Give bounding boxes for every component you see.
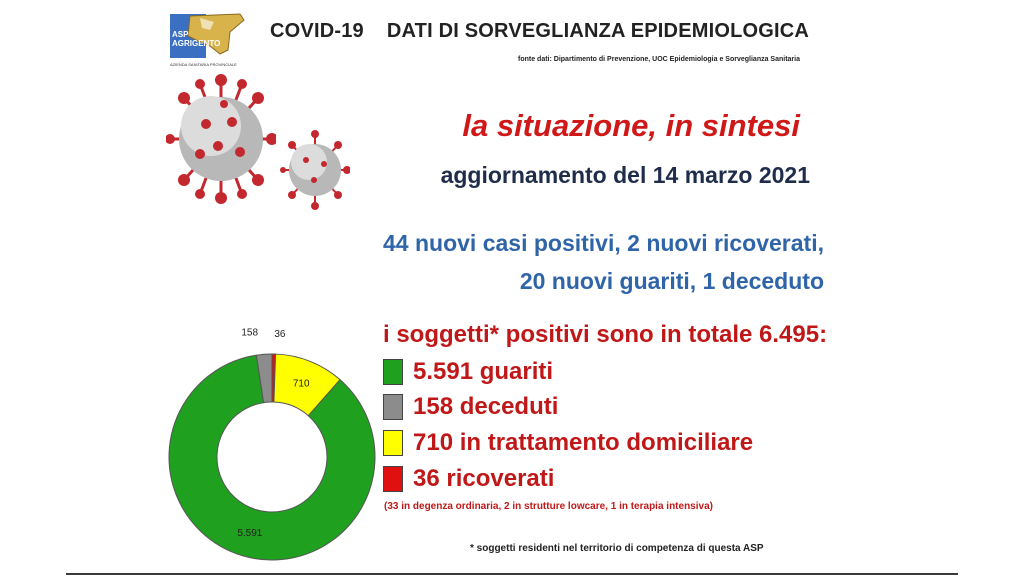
bottom-divider bbox=[66, 573, 958, 575]
legend-swatch-yellow bbox=[383, 430, 403, 456]
legend-label: 710 in trattamento domiciliare bbox=[413, 429, 754, 456]
asp-agrigento-logo bbox=[170, 10, 248, 67]
update-date: aggiornamento del 14 marzo 2021 bbox=[440, 162, 810, 188]
donut-label-guariti: 5.591 bbox=[237, 527, 263, 539]
legend-item-domiciliare bbox=[383, 428, 753, 458]
legend-label: 5.591 guariti bbox=[413, 358, 554, 385]
legend-swatch-red bbox=[383, 466, 403, 492]
donut-label-trattamento-domiciliare: 710 bbox=[292, 378, 310, 390]
total-positive: i soggetti* positivi sono in totale 6.495: bbox=[383, 321, 828, 348]
legend-item-deceduti bbox=[383, 392, 558, 422]
donut-label-ricoverati: 36 bbox=[274, 329, 286, 341]
legend-label: 158 deceduti bbox=[413, 393, 559, 420]
news-line-1: 44 nuovi casi positivi, 2 nuovi ricoverati, bbox=[383, 230, 824, 256]
footnote: * soggetti residenti nel territorio di competenza di questa ASP bbox=[470, 543, 764, 554]
hospital-detail: (33 in degenza ordinaria, 2 in strutture lowcare, 1 in terapia intensiva) bbox=[384, 501, 713, 512]
data-source: fonte dati: Dipartimento di Prevenzione, UOC Epidemiologia e Sorveglianza Sanitaria bbox=[518, 56, 800, 63]
legend-swatch-grey bbox=[383, 394, 403, 420]
legend-item-guariti bbox=[383, 357, 553, 387]
news-line-2: 20 nuovi guariti, 1 deceduto bbox=[519, 268, 824, 294]
page-title: COVID-19 DATI DI SORVEGLIANZA EPIDEMIOLOGICA bbox=[270, 20, 810, 42]
logo-subtitle: AZIENDA SANITARIA PROVINCIALE bbox=[170, 62, 237, 67]
logo-text-agrigento: AGRIGENTO bbox=[172, 39, 221, 48]
coronavirus-small-icon bbox=[280, 130, 350, 210]
donut-label-deceduti: 158 bbox=[241, 327, 259, 339]
legend-item-ricoverati bbox=[383, 464, 554, 494]
legend-swatch-green bbox=[383, 359, 403, 385]
logo-text-asp: ASP bbox=[172, 30, 189, 39]
headline: la situazione, in sintesi bbox=[462, 108, 800, 143]
coronavirus-large-icon bbox=[166, 74, 276, 204]
donut-chart bbox=[166, 296, 376, 566]
legend-label: 36 ricoverati bbox=[413, 465, 555, 492]
